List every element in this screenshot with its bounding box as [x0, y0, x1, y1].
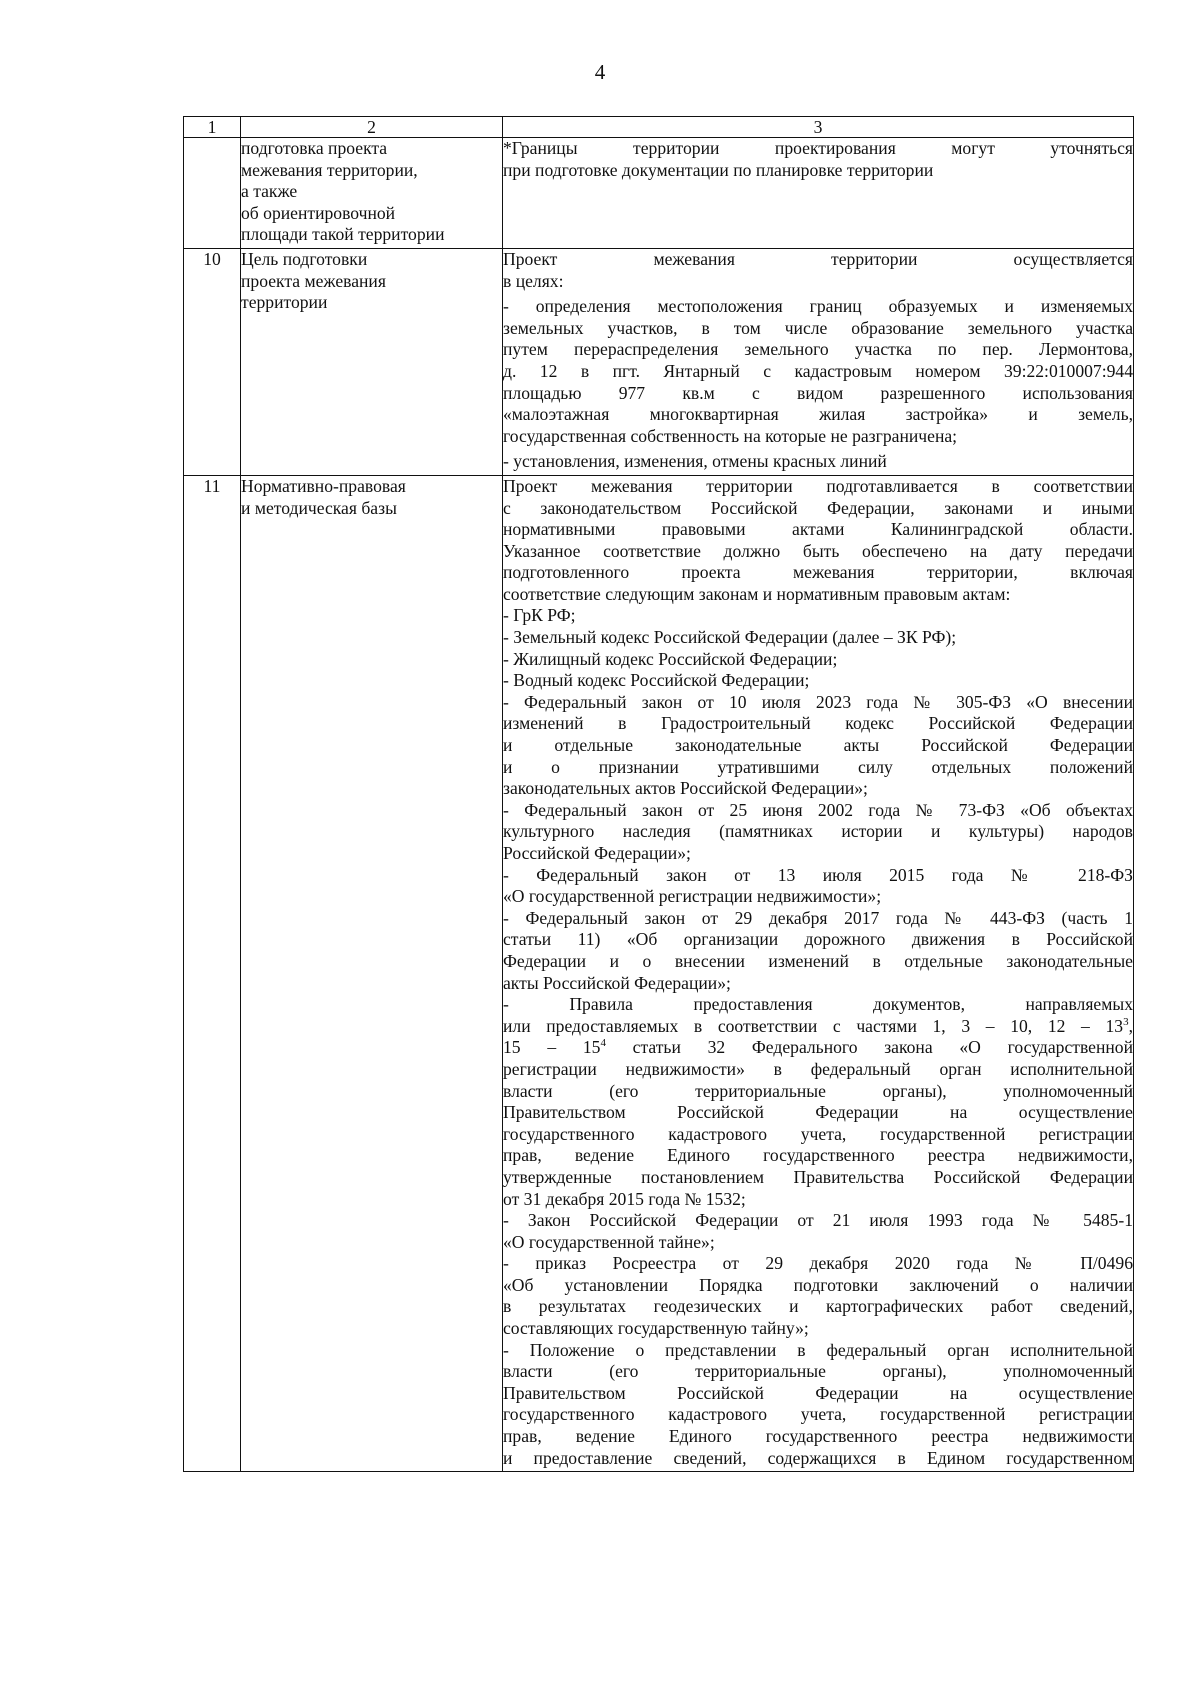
content-line: в целях: [503, 270, 564, 291]
label-line: проекта межевания [241, 270, 386, 291]
content-line: Указанное соответствие должно быть обеспечено на дату передачи [503, 540, 1133, 561]
content-line: Российской Федерации»; [503, 843, 691, 863]
header-col-2: 2 [241, 117, 503, 138]
content-line: - установления, изменения, отмены красных линий [503, 451, 887, 472]
content-line: нормативными правовыми актами Калининградской области. [503, 519, 1133, 540]
row-number: 11 [184, 475, 241, 1471]
content-line: - Федеральный закон от 25 июня 2002 года № 73-ФЗ «Об объектах [503, 799, 1133, 820]
content-line: прав, ведение Единого государственного реестра недвижимости, [503, 1145, 1133, 1166]
label-line: межевания территории, [241, 159, 418, 180]
row-content [503, 475, 1134, 1471]
row-label [241, 475, 503, 1471]
table-row-10 [184, 248, 1134, 475]
page-number: 4 [594, 60, 606, 84]
table-row-11 [184, 475, 1134, 1471]
content-text: или предоставляемых в соответствии с частями 1, 3 – 10, 12 – 13 [503, 1015, 1124, 1036]
content-line: государственного кадастрового учета, государственной регистрации [503, 1123, 1133, 1144]
content-line: культурного наследия (памятниках истории и культуры) народов [503, 821, 1133, 842]
header-col-3: 3 [503, 117, 1134, 138]
content-line: в результатах геодезических и картографических работ сведений, [503, 1296, 1133, 1317]
content-line: путем перераспределения земельного участка по пер. Лермонтова, [503, 339, 1133, 360]
content-line: законодательных актов Российской Федерации»; [503, 778, 868, 799]
content-line: Федерации и о внесении изменений в отдельные законодательные [503, 950, 1133, 971]
content-line: при подготовке документации по планировке территории [503, 159, 934, 180]
content-line: - Правила предоставления документов, направляемых [503, 994, 1133, 1015]
content-line: акты Российской Федерации»; [503, 972, 731, 993]
table-row-continued [184, 138, 1134, 249]
content-line: Правительством Российской Федерации на осуществление [503, 1102, 1133, 1123]
table-header-row [184, 117, 1134, 138]
label-line: территории [241, 292, 328, 313]
row-content [503, 248, 1134, 475]
content-text: статьи 32 Федерального закона «О государственной [605, 1037, 1133, 1058]
label-line: а также [241, 181, 298, 202]
content-line: государственного кадастрового учета, государственной регистрации [503, 1404, 1133, 1425]
content-line: - Федеральный закон от 10 июля 2023 года № 305-ФЗ «О внесении [503, 691, 1133, 712]
superscript: 4 [600, 1037, 606, 1050]
content-line: власти (его территориальные органы), уполномоченный [503, 1080, 1133, 1101]
content-line: регистрации недвижимости» в федеральный орган исполнительной [503, 1058, 1133, 1079]
content-line: земельных участков, в том числе образование земельного участка [503, 317, 1133, 338]
content-line: соответствие следующим законам и нормативным правовым актам: [503, 583, 1011, 604]
content-line: с законодательством Российской Федерации, законами и иными [503, 497, 1133, 518]
label-line: подготовка проекта [241, 138, 388, 158]
content-line: Проект межевания территории подготавливается в соответствии [503, 475, 1133, 496]
content-text: 15 – 15 [503, 1037, 601, 1058]
superscript: 3 [1123, 1015, 1129, 1028]
content-line: - Федеральный закон от 13 июля 2015 года № 218-ФЗ [503, 864, 1133, 885]
header-col-1: 1 [184, 117, 241, 138]
content-line: Проект межевания территории осуществляется [503, 248, 1133, 269]
content-line: изменений в Градостроительный кодекс Российской Федерации [503, 713, 1133, 734]
row-label [241, 138, 503, 249]
content-line: государственная собственность на которые не разграничена; [503, 425, 958, 446]
content-line: «малоэтажная многоквартирная жилая застройка» и земель, [503, 404, 1133, 425]
content-line: статьи 11) «Об организации дорожного движения в Российской [503, 929, 1133, 950]
content-line: утвержденные постановлением Правительства Российской Федерации [503, 1166, 1133, 1187]
content-line: составляющих государственную тайну»; [503, 1318, 809, 1339]
label-line: Нормативно-правовая [241, 475, 406, 496]
content-line: - приказ Росреестра от 29 декабря 2020 года № П/0496 [503, 1253, 1133, 1274]
document-table [183, 116, 1134, 1472]
row-number-empty [184, 138, 241, 249]
content-line: - Закон Российской Федерации от 21 июля 1993 года № 5485-1 [503, 1210, 1133, 1231]
content-line: - ГрК РФ; [503, 605, 576, 626]
content-line: и предоставление сведений, содержащихся в Едином государственном [503, 1447, 1133, 1468]
content-line: - Федеральный закон от 29 декабря 2017 года № 443-ФЗ (часть 1 [503, 907, 1133, 928]
label-line: и методическая базы [241, 497, 397, 518]
row-label [241, 248, 503, 475]
content-line: - Земельный кодекс Российской Федерации (далее – ЗК РФ); [503, 627, 957, 648]
content-line: подготовленного проекта межевания территории, включая [503, 562, 1133, 583]
content-line: от 31 декабря 2015 года № 1532; [503, 1188, 746, 1209]
content-line: - Водный кодекс Российской Федерации; [503, 670, 810, 691]
row-content [503, 138, 1134, 249]
content-line: *Границы территории проектирования могут уточняться [503, 138, 1133, 158]
content-line: «О государственной тайне»; [503, 1231, 715, 1252]
content-line: - Положение о представлении в федеральный орган исполнительной [503, 1339, 1133, 1360]
content-line: «О государственной регистрации недвижимости»; [503, 886, 882, 907]
label-line: площади такой территории [241, 224, 445, 245]
label-line: об ориентировочной [241, 202, 396, 223]
content-line: д. 12 в пгт. Янтарный с кадастровым номером 39:22:010007:944 [503, 360, 1133, 381]
content-line: и отдельные законодательные акты Российской Федерации [503, 735, 1133, 756]
content-line: - Жилищный кодекс Российской Федерации; [503, 648, 838, 669]
content-line: или предоставляемых в соответствии с частями 1, 3 – 10, $12 - 13^3$, [503, 1015, 1133, 1036]
label-line: Цель подготовки [241, 248, 368, 269]
content-line: площадью 977 кв.м с видом разрешенного использования [503, 382, 1133, 403]
content-line: «Об установлении Порядка подготовки заключений о наличии [503, 1274, 1133, 1295]
content-line: - определения местоположения границ образуемых и изменяемых [503, 296, 1133, 317]
content-line: Правительством Российской Федерации на осуществление [503, 1382, 1133, 1403]
content-line [503, 1037, 1133, 1059]
content-line: прав, ведение Единого государственного реестра недвижимости [503, 1426, 1133, 1447]
row-number: 10 [184, 248, 241, 475]
content-line: и о признании утратившими силу отдельных положений [503, 756, 1133, 777]
content-line: власти (его территориальные органы), уполномоченный [503, 1361, 1133, 1382]
